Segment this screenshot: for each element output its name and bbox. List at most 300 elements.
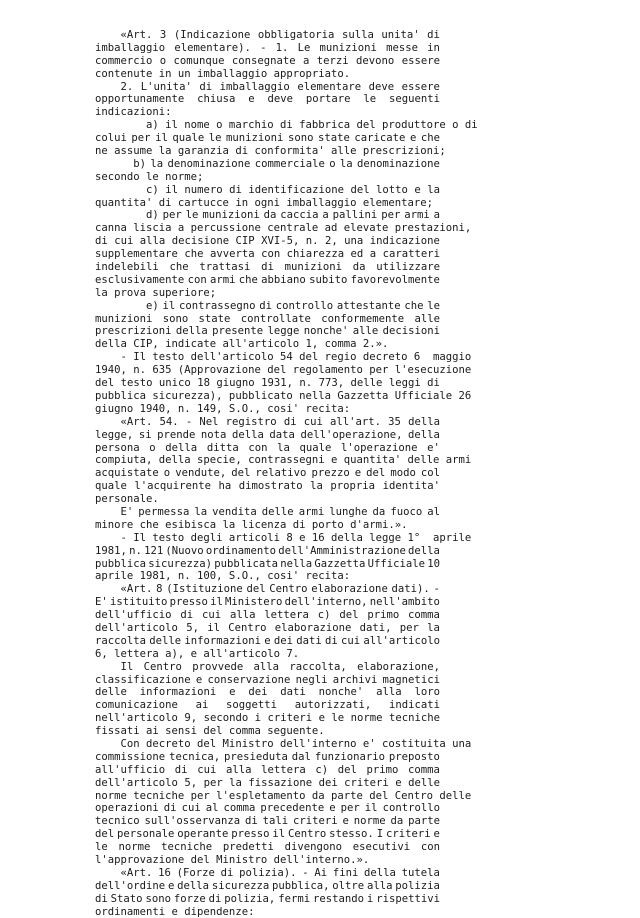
text-word: 1940, n. 635 (Approvazione del regolamento per l'esecuzione (95, 364, 472, 377)
text-line (95, 558, 440, 571)
text-word: e (395, 776, 402, 789)
text-word: cui (114, 235, 134, 248)
text-word: XVI-5, (261, 235, 300, 248)
text-word: della (177, 879, 210, 892)
text-word: criteri (344, 776, 389, 789)
text-word: n. (129, 544, 142, 557)
text-line (95, 906, 440, 918)
text-word: sicurezza (211, 879, 270, 892)
text-word: di (95, 235, 108, 248)
text-word: «Art. (95, 583, 153, 596)
text-word: imballaggio (95, 41, 166, 54)
text-line (95, 712, 440, 725)
text-word: dell'ordine (95, 879, 166, 892)
text-word: utilizzare (376, 261, 440, 274)
text-word: raccolta (95, 634, 147, 647)
text-word: e (264, 634, 271, 647)
text-word: di (180, 609, 194, 622)
text-word: norme (350, 712, 383, 725)
text-word: modo (390, 467, 416, 480)
text-word: tali (262, 815, 289, 828)
text-word: caccia (280, 209, 319, 222)
text-word: devono (356, 54, 395, 67)
text-word: polizia, (224, 892, 276, 905)
text-word: alla (139, 235, 166, 248)
text-word: che (169, 261, 189, 274)
text-word: fissazione (248, 776, 313, 789)
text-line (95, 531, 472, 545)
text-word: Centro (269, 583, 308, 596)
text-word: e (414, 183, 421, 196)
text-word: alla (376, 686, 402, 699)
text-word: da (352, 261, 366, 274)
text-word: fini (332, 866, 359, 879)
text-word: c) (315, 763, 329, 776)
text-word: di (325, 634, 338, 647)
text-word: deve (267, 93, 294, 106)
text-word: caricate (354, 132, 406, 145)
text-word: controllo (275, 299, 334, 312)
text-word: - (433, 583, 440, 596)
text-word: il (162, 299, 176, 312)
text-word: la (427, 183, 440, 196)
text-word: di (283, 415, 297, 428)
text-word: indicazione (369, 235, 440, 248)
text-line (95, 351, 472, 364)
text-word: identita' (382, 480, 440, 493)
text-word: state (198, 312, 231, 325)
text-word: cui (181, 802, 201, 815)
text-word: ai (195, 699, 209, 712)
text-word: dell'ufficio (95, 609, 172, 622)
text-word: cui (201, 609, 222, 622)
text-line (95, 274, 440, 287)
text-line (95, 261, 440, 274)
text-word: unita' (381, 29, 420, 41)
text-line (95, 661, 440, 674)
text-word: tecniche (161, 841, 213, 854)
text-word: di (427, 377, 440, 390)
text-word: decisione (171, 235, 230, 248)
text-word: dati, (359, 621, 392, 634)
text-word: giugno (216, 377, 255, 390)
text-word: preposto (388, 750, 440, 763)
text-word: la (194, 505, 208, 518)
text-word: e (342, 815, 349, 828)
text-word: dell'operazione, (300, 428, 403, 441)
text-word: dei (248, 686, 268, 699)
text-word: (Istituzione (166, 583, 243, 596)
text-word: elaborazione (274, 621, 352, 634)
text-word: elaborazione (311, 583, 388, 596)
text-word: munizioni (319, 41, 377, 54)
text-word: nell'articolo (95, 712, 178, 725)
text-word: sulla (341, 29, 374, 41)
text-word: personale. (95, 493, 159, 506)
text-word: criteri (385, 828, 431, 841)
text-word: c) (95, 183, 159, 196)
text-word: da (263, 209, 277, 222)
text-word: a (303, 54, 310, 67)
text-word: armi (209, 273, 236, 286)
text-word: delle (95, 686, 127, 699)
text-word: tecnico (95, 815, 140, 828)
text-line (95, 145, 446, 158)
text-word: quale (299, 441, 332, 454)
text-line (95, 325, 440, 338)
text-word: raccolta, (289, 660, 347, 673)
text-line (95, 609, 440, 622)
text-word: di (220, 866, 234, 879)
text-word: d) (95, 209, 159, 222)
text-word: per (203, 776, 223, 789)
text-word: elaborazione, (357, 660, 440, 673)
text-word: essere (401, 80, 440, 93)
text-word: armi (298, 505, 325, 518)
text-word: registro (225, 415, 277, 428)
text-word: L'unita' (140, 80, 192, 93)
text-line (95, 364, 472, 377)
text-word: il (272, 828, 286, 841)
text-line (95, 880, 440, 893)
text-word: dimostrato (238, 480, 303, 493)
text-line (95, 725, 440, 738)
text-word: della (408, 428, 440, 441)
text-word: 5, (184, 776, 198, 789)
text-word: ne assume la garanzia di conformita' alle prescrizioni; (95, 145, 446, 158)
text-word: le (208, 132, 222, 145)
text-line (95, 158, 440, 171)
text-line (95, 674, 440, 687)
text-word: la (310, 480, 323, 493)
text-word: la (339, 157, 353, 170)
text-line (95, 467, 440, 480)
text-word: di (261, 261, 274, 274)
text-word: con (420, 841, 440, 854)
text-line (95, 442, 440, 455)
text-word: - Il testo degli articoli 8 e 16 della legge 1° aprile (95, 531, 472, 544)
text-word: testo (120, 377, 153, 390)
text-word: operante (177, 828, 229, 841)
text-word: di (259, 299, 273, 312)
text-word: imballaggio (219, 80, 290, 93)
text-word: presieduta (224, 750, 288, 763)
text-word: n. (305, 235, 319, 248)
text-word: del (339, 609, 359, 622)
document-text (95, 29, 478, 918)
text-word: operazioni (95, 802, 159, 815)
text-line (95, 648, 440, 661)
text-word: CIP (235, 235, 255, 248)
text-word: esecutivi (352, 841, 411, 854)
text-word: compiuta, della specie, contrassegni e quantita' delle armi (95, 454, 472, 467)
text-line (95, 480, 440, 493)
text-word: alla (225, 763, 252, 776)
text-word: del (350, 183, 370, 196)
text-word: (Forze (176, 866, 215, 879)
text-word: per (131, 132, 151, 145)
text-word: fuoco (390, 505, 423, 518)
text-word: e (318, 712, 325, 725)
text-word: il (210, 596, 223, 609)
text-word: e (167, 879, 175, 892)
text-word: della (175, 325, 208, 338)
text-line (95, 764, 440, 777)
text-word: di (229, 183, 242, 196)
text-word: a (369, 248, 377, 261)
text-word: per (162, 209, 182, 222)
text-word: E' (95, 596, 108, 609)
text-word: alle (352, 325, 379, 338)
text-word: cui (197, 763, 217, 776)
text-word: e (195, 673, 203, 686)
text-word: 1931, (261, 377, 293, 390)
text-word: decisioni (382, 325, 440, 338)
text-word: norme (118, 841, 151, 854)
text-line (95, 171, 440, 184)
text-word: lettera (261, 763, 306, 776)
text-line (95, 893, 440, 906)
text-line (95, 93, 440, 106)
text-word: di (427, 29, 440, 41)
text-word: criteri (292, 815, 338, 828)
text-word: Centro (228, 621, 267, 634)
text-word: obbligatoria (257, 29, 335, 41)
text-line (95, 841, 440, 854)
text-line (95, 737, 472, 751)
text-word: dati (296, 634, 322, 647)
text-word: le (427, 299, 440, 312)
text-line (95, 751, 440, 764)
text-word: di (174, 763, 188, 776)
text-word: dell'articolo (95, 621, 178, 634)
text-word: vendita (212, 505, 257, 518)
text-word: portare (305, 93, 351, 106)
text-word: della (364, 866, 396, 879)
text-word: 54. (159, 415, 179, 428)
text-word: nonche' (318, 686, 364, 699)
text-word: indicazioni: (95, 106, 172, 119)
text-word: predetti (222, 841, 274, 854)
text-word: alla (253, 660, 280, 673)
text-word: si (138, 428, 152, 441)
text-word: da (372, 505, 386, 518)
text-word: tecnica, (169, 750, 221, 763)
text-word: comunicazione (95, 699, 178, 712)
text-word: dei (318, 776, 338, 789)
text-word: ordinamenti e dipendenze: (95, 905, 255, 918)
text-word: alla (366, 879, 393, 892)
text-word: nota (200, 428, 227, 441)
text-word: cui (303, 415, 323, 428)
text-word: loro (414, 686, 440, 699)
text-word: del (337, 763, 357, 776)
text-word: prescrizioni (95, 325, 172, 338)
text-word: con (248, 441, 268, 454)
text-word: precedente (260, 802, 325, 815)
text-word: indicati (388, 699, 440, 712)
text-word: la (277, 441, 290, 454)
text-word: all'ufficio (95, 763, 166, 776)
text-line (95, 300, 440, 313)
text-word: la (229, 776, 242, 789)
text-word: e (409, 132, 417, 145)
text-word: Ministero (225, 596, 283, 609)
text-word: col (420, 467, 440, 480)
text-word: numero (184, 183, 223, 196)
text-word: delle (408, 776, 440, 789)
text-word: favorevolmente (350, 273, 440, 286)
text-line (95, 235, 440, 248)
text-word: l'approvazione del Ministro dell'interno.». (95, 854, 370, 866)
text-word: «Art. (95, 866, 153, 879)
text-line (95, 55, 440, 68)
text-word: E' (95, 505, 134, 518)
text-word: pubblica, (272, 879, 330, 892)
text-line (95, 222, 472, 235)
text-line (95, 493, 440, 506)
text-word: pallini (332, 209, 378, 222)
text-word: subito (309, 273, 348, 286)
text-word: controllo (382, 802, 440, 815)
text-word: deve (368, 80, 395, 93)
text-word: legge (267, 325, 300, 338)
text-line (95, 686, 440, 699)
text-word: minore che esibisca la licenza di porto d'armi.». (95, 518, 408, 531)
text-word: o (329, 157, 336, 170)
text-word: del (95, 828, 115, 841)
text-word: le (363, 93, 377, 106)
text-word: legge, (95, 428, 134, 441)
text-word: stesso. (329, 828, 374, 841)
text-word: chiarezza (286, 248, 345, 261)
text-word: secondo le norme; (95, 170, 204, 183)
text-word: ditta (206, 441, 239, 454)
text-word: 35 (388, 415, 401, 428)
text-word: del (246, 583, 266, 596)
text-word: I (376, 828, 384, 841)
text-word: in (427, 41, 440, 54)
text-word: pubblicata (214, 557, 279, 570)
text-word: 6, lettera a), e all'articolo 7. (95, 647, 300, 660)
text-word: 2, (324, 235, 338, 248)
text-word: contenute in un imballaggio appropriato. (95, 67, 351, 80)
text-line (95, 287, 440, 300)
text-word: delle (350, 377, 383, 390)
text-word: presente (212, 325, 264, 338)
text-line (95, 403, 440, 416)
text-word: per (381, 209, 401, 222)
text-word: e (433, 828, 440, 841)
text-word: colui (95, 132, 127, 145)
text-word: sull'osservanza (144, 815, 241, 828)
text-word: soggetti (226, 699, 278, 712)
text-word: per (340, 802, 360, 815)
text-word: provvede (192, 660, 244, 673)
text-word: comma (408, 763, 440, 776)
text-word: comma (223, 802, 256, 815)
text-word: munizioni (226, 132, 284, 145)
text-line (95, 132, 440, 145)
text-word: di (163, 802, 177, 815)
text-word: al (427, 505, 440, 518)
text-word: funzionario (314, 750, 385, 763)
text-word: elementare). (174, 41, 251, 54)
text-word: l'acquirente (134, 480, 211, 493)
text-line (95, 635, 440, 648)
text-word: prende (157, 428, 196, 441)
text-word: primo (366, 763, 399, 776)
text-word: con (187, 273, 207, 286)
text-line (95, 29, 440, 42)
text-word: presso (169, 596, 208, 609)
text-word: della (408, 415, 440, 428)
text-word: all'articolo (363, 634, 440, 647)
text-word: istituito (109, 596, 168, 609)
text-word: alle (414, 312, 440, 325)
text-line (95, 209, 440, 222)
text-word: la (427, 621, 440, 634)
text-word: negli (295, 673, 328, 686)
text-word: prezzo (311, 467, 350, 480)
text-word: attestante (336, 299, 401, 312)
text-word: ordinamento (205, 544, 277, 557)
text-word: (Indicazione (173, 29, 251, 41)
text-word: munizioni (95, 312, 153, 325)
text-word: 2. (95, 80, 134, 93)
text-word: nonche' (303, 325, 349, 338)
text-word: ed (350, 248, 364, 261)
text-word: pubblica sicurezza), pubblicato nella Gazzetta Ufficiale 26 (95, 389, 472, 402)
text-word: Il (95, 660, 134, 673)
text-word: unico (158, 377, 191, 390)
text-word: rispettivi (376, 892, 440, 905)
text-word: contrassegno (178, 299, 256, 312)
text-word: autorizzati, (294, 699, 372, 712)
text-word: relativo (255, 467, 307, 480)
text-line (95, 802, 440, 815)
text-word: le (95, 841, 108, 854)
text-word: e (329, 802, 336, 815)
text-word: a (433, 209, 440, 222)
text-word: dei (273, 634, 293, 647)
text-word: permessa (138, 505, 190, 518)
text-word: seguenti (388, 93, 440, 106)
text-word: giugno 1940, n. 149, S.O., cosi' recita: (95, 402, 351, 415)
text-word: primo (367, 609, 400, 622)
text-word: e) (95, 299, 159, 312)
text-word: messe (386, 41, 418, 54)
text-line (95, 184, 440, 197)
text-word: all'art. (330, 415, 382, 428)
text-word: «Art. (95, 29, 153, 41)
text-word: 10 (427, 557, 440, 570)
text-word: acquistate (95, 467, 159, 480)
text-word: Nel (199, 415, 219, 428)
text-word: classificazione (95, 673, 191, 686)
text-word: indelebili (95, 261, 159, 274)
text-word: delle (261, 505, 294, 518)
text-line (95, 81, 440, 94)
text-word: 3 (159, 29, 167, 41)
text-word: di (95, 892, 108, 905)
text-word: consegnate (231, 54, 296, 67)
text-word: dell'Amministrazione (278, 544, 406, 557)
text-word: i (254, 712, 262, 725)
text-word: e' (427, 441, 440, 454)
text-word: pubblica (95, 557, 147, 570)
text-line (95, 699, 440, 712)
